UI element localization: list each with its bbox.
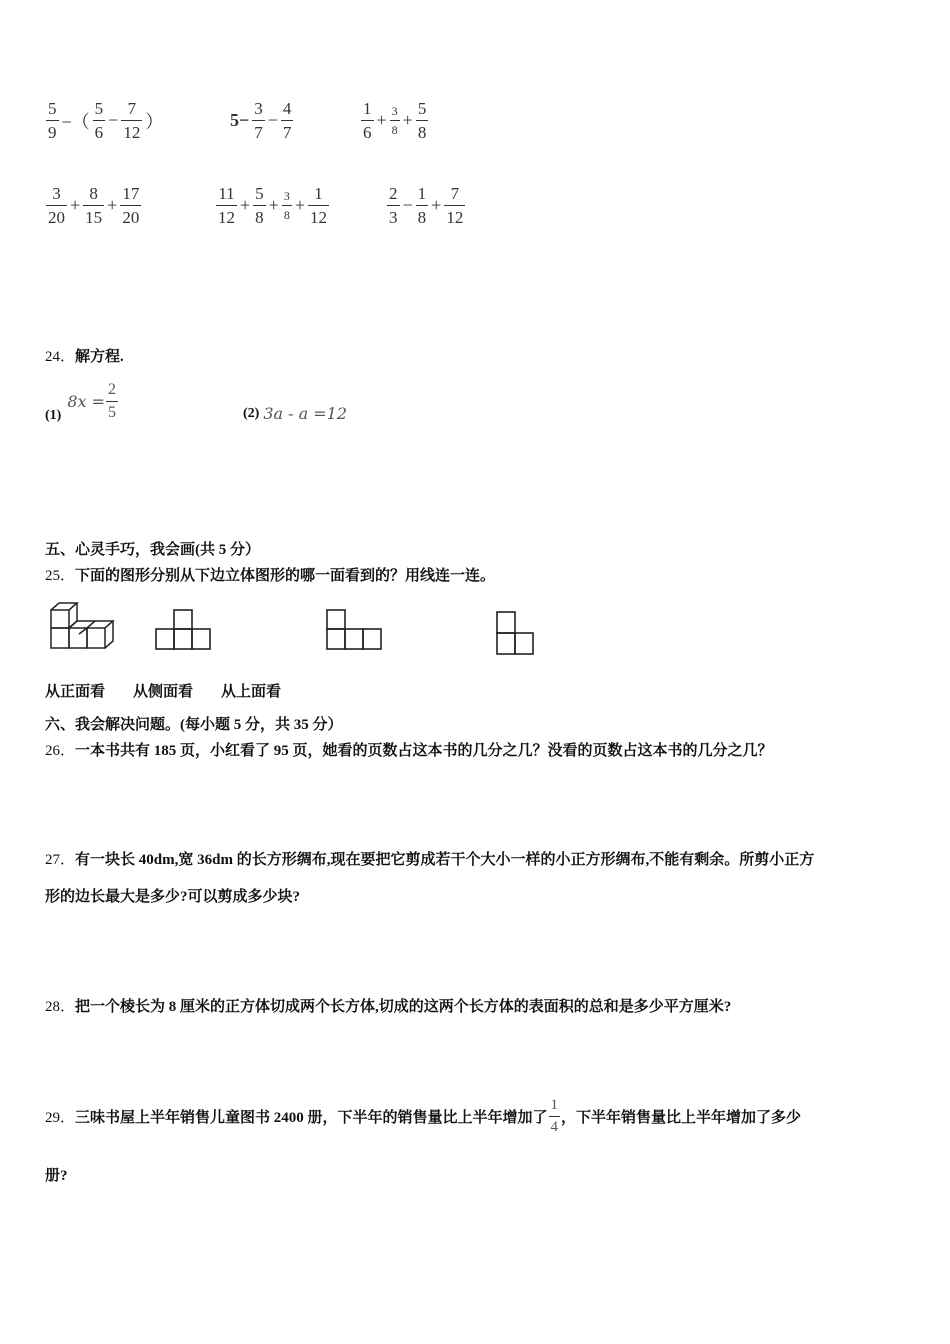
calc-expression-r2-2: $\frac{11}{12}$ + $\frac{5}{8}$ + $\frac{3}{8}$ + $\frac{1}{12}$ xyxy=(218,184,327,227)
view-label-side: 从侧面看 xyxy=(133,684,194,700)
question-26-text: 26．一本书共有 185 页，小红看了 95 页，她看的页数占这本书的几分之几？没看的页数占这本书的几分之几？ xyxy=(45,743,773,759)
fraction: $\frac{1}{8}$ xyxy=(417,184,427,227)
section-5-heading: 五、心灵手巧，我会画(共 5 分） xyxy=(45,542,260,558)
fraction: $\frac{7}{12}$ xyxy=(123,99,141,142)
question-29-line-2: 册? xyxy=(45,1168,68,1184)
view-label-top: 从上面看 xyxy=(221,684,282,700)
view-shape-front xyxy=(155,608,213,652)
fraction: $\frac{5}{8}$ xyxy=(417,99,427,142)
fraction: $\frac{3}{8}$ xyxy=(391,104,398,137)
fraction: $\frac{1}{6}$ xyxy=(363,99,372,142)
fraction: $\frac{5}{8}$ xyxy=(255,184,264,227)
calc-expression-r2-3: $\frac{2}{3}$ − $\frac{1}{8}$ + $\frac{7}{12}$ xyxy=(389,184,464,227)
solid-figure-cubes xyxy=(45,600,120,655)
fraction: $\frac{8}{15}$ xyxy=(85,184,103,227)
question-24-part-1: (1) 8x = $\frac{2}{5}$ xyxy=(45,380,117,423)
calc-expression-r2-1: $\frac{3}{20}$ + $\frac{8}{15}$ + $\frac{17}{20}$ xyxy=(48,184,140,227)
fraction: $\frac{3}{7}$ xyxy=(254,99,263,142)
fraction: $\frac{7}{12}$ xyxy=(446,184,464,227)
question-29-line-1: 29． 三味书屋上半年销售儿童图书 2400 册，下半年的销售量比上半年增加了 $\frac{1}{4}$ ，下半年销售量比上半年增加了多少 xyxy=(45,1097,802,1135)
view-shape-top xyxy=(495,608,537,658)
question-27-line-2: 形的边长最大是多少?可以剪成多少块? xyxy=(45,889,301,905)
fraction: $\frac{1}{4}$ xyxy=(550,1097,559,1135)
fraction: $\frac{2}{5}$ xyxy=(108,380,117,421)
fraction: $\frac{3}{20}$ xyxy=(48,184,65,227)
view-label-front: 从正面看 xyxy=(45,684,106,700)
section-6-heading: 六、我会解决问题。(每小题 5 分，共 35 分） xyxy=(45,717,343,733)
question-27-line-1: 27．有一块长 40dm,宽 36dm 的长方形绸布,现在要把它剪成若干个大小一样的小正方形绸布,不能有剩余。所剪小正方 xyxy=(45,852,815,868)
fraction: $\frac{5}{9}$ xyxy=(48,99,57,142)
calc-expression-r1-2: 5− $\frac{3}{7}$ − $\frac{4}{7}$ xyxy=(230,99,292,142)
view-shape-side xyxy=(325,608,383,652)
fraction: $\frac{5}{6}$ xyxy=(94,99,104,142)
fraction: $\frac{3}{8}$ xyxy=(283,189,290,222)
fraction: $\frac{11}{12}$ xyxy=(218,184,235,227)
question-25-view-labels xyxy=(45,680,281,701)
fraction: $\frac{1}{12}$ xyxy=(309,184,327,227)
fraction: $\frac{4}{7}$ xyxy=(282,99,292,142)
question-25-text: 25．下面的图形分别从下边立体图形的哪一面看到的？用线连一连。 xyxy=(45,568,496,584)
calc-expression-r1-3: $\frac{1}{6}$ + $\frac{3}{8}$ + $\frac{5}{8}$ xyxy=(363,99,427,142)
calc-expression-r1-1: $\frac{5}{9}$ −（ $\frac{5}{6}$ − $\frac{7}{12}$ ） xyxy=(48,99,164,142)
fraction: $\frac{17}{20}$ xyxy=(122,184,140,227)
question-24-title: 24．解方程. xyxy=(45,349,124,365)
fraction: $\frac{2}{3}$ xyxy=(389,184,398,227)
question-28-text: 28．把一个棱长为 8 厘米的正方体切成两个长方体,切成的这两个长方体的表面积的总和是多少平方厘米? xyxy=(45,999,732,1015)
question-24-part-2: (2) 3a - a =12 xyxy=(243,404,348,423)
